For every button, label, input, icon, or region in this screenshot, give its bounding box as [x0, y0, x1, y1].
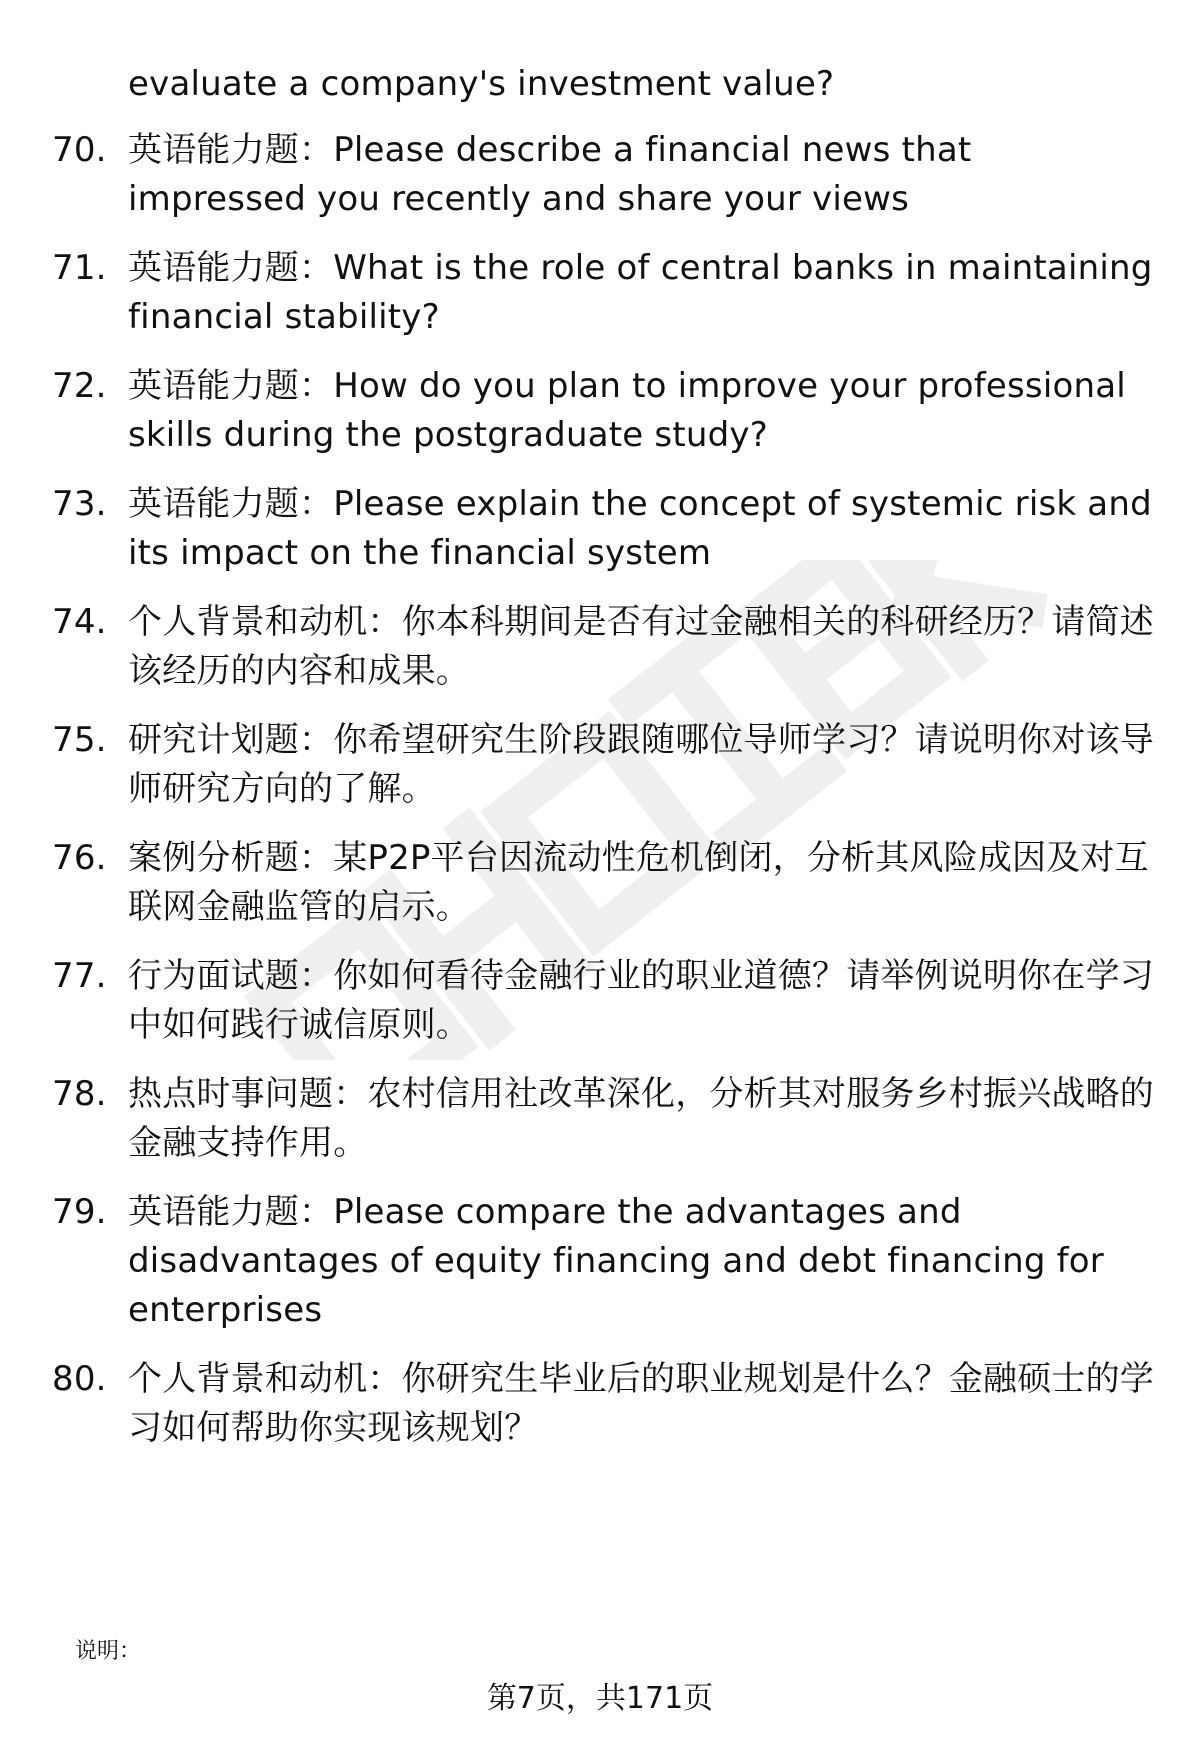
- question-text: 热点时事问题：农村信用社改革深化，分析其对服务乡村振兴战略的金融支持作用。: [128, 1074, 1154, 1163]
- question-text: 英语能力题：How do you plan to improve your professional skills during the postgraduate study?: [128, 366, 1126, 455]
- question-number: 71.: [52, 248, 107, 288]
- question-number: 77.: [52, 956, 107, 996]
- question-number: 73.: [52, 484, 107, 524]
- page-footer: 第7页，共171页: [486, 1681, 714, 1716]
- question-text: 个人背景和动机：你本科期间是否有过金融相关的科研经历？请简述该经历的内容和成果。: [128, 602, 1154, 691]
- question-number: 72.: [52, 366, 107, 406]
- question-text: 英语能力题：Please compare the advantages and disadvantages of equity financing and debt financing for enterprises: [128, 1192, 1104, 1330]
- question-number: 78.: [52, 1074, 107, 1114]
- question-number: 76.: [52, 838, 107, 878]
- question-number: 80.: [52, 1359, 107, 1399]
- question-text: 英语能力题：Please describe a financial news that impressed you recently and share your views: [128, 130, 972, 219]
- note-label: 说明：: [75, 1639, 142, 1664]
- question-text: 行为面试题：你如何看待金融行业的职业道德？请举例说明你在学习中如何践行诚信原则。: [128, 956, 1154, 1045]
- question-number: 79.: [52, 1192, 107, 1232]
- question-text: 英语能力题：What is the role of central banks in maintaining financial stability?: [128, 248, 1153, 337]
- question-text: 案例分析题：某P2P平台因流动性危机倒闭，分析其风险成因及对互联网金融监管的启示。: [128, 838, 1149, 927]
- continuation-text: evaluate a company's investment value?: [128, 64, 835, 104]
- question-text: 英语能力题：Please explain the concept of systemic risk and its impact on the financial system: [128, 484, 1152, 573]
- question-number: 74.: [52, 602, 107, 642]
- question-number: 75.: [52, 720, 107, 760]
- question-text: 研究计划题：你希望研究生阶段跟随哪位导师学习？请说明你对该导师研究方向的了解。: [128, 720, 1154, 809]
- question-number: 70.: [52, 130, 107, 170]
- question-text: 个人背景和动机：你研究生毕业后的职业规划是什么？金融硕士的学习如何帮助你实现该规划？: [128, 1359, 1154, 1448]
